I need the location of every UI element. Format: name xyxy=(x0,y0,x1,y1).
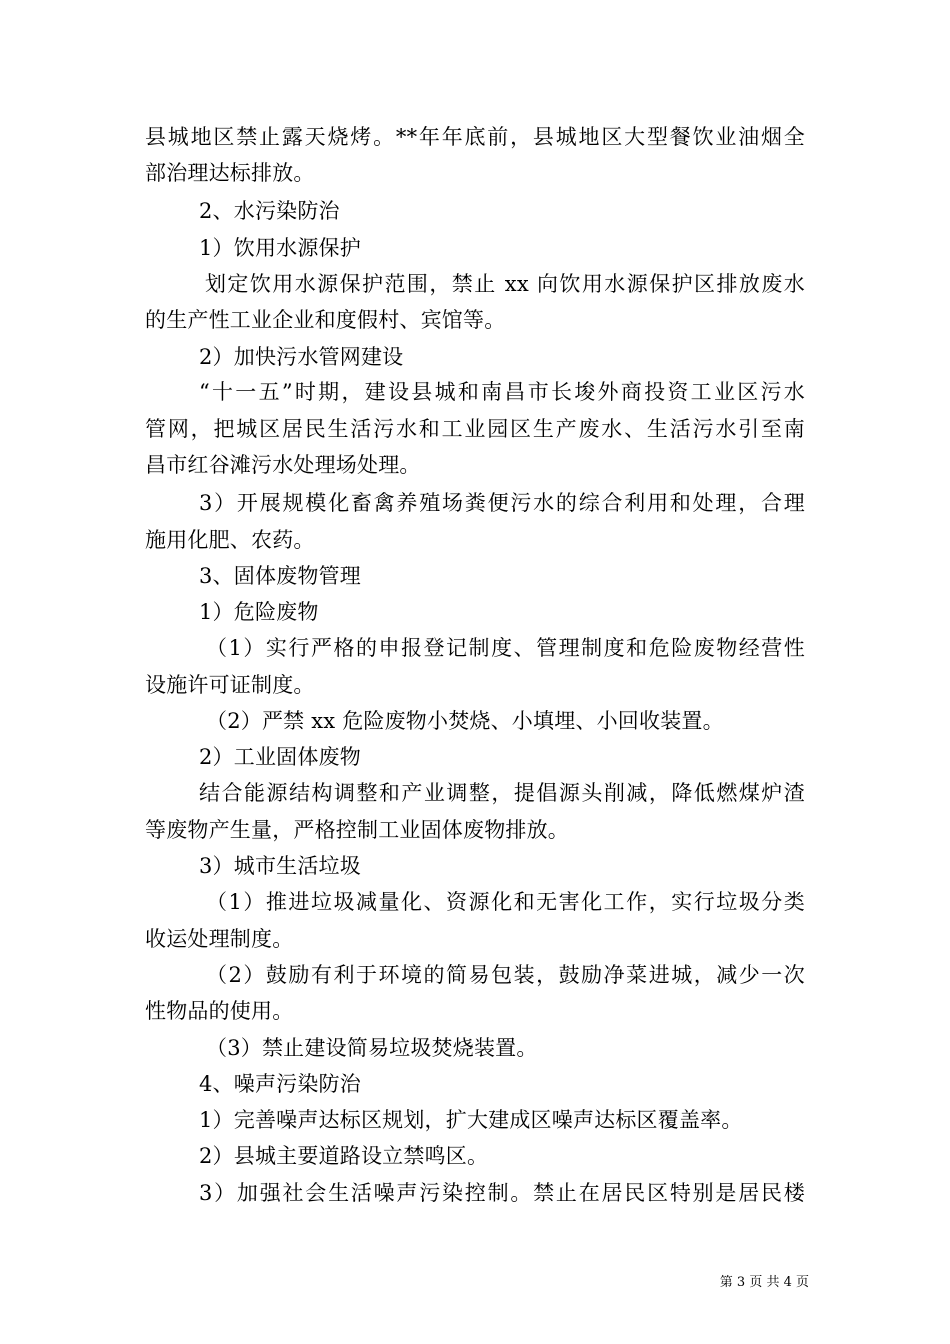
text-line: 性物品的使用。 xyxy=(145,999,294,1023)
text-line: “十一五”时期，建设县城和南昌市长埈外商投资工业区污水 xyxy=(199,380,805,404)
subsection-heading: 3）城市生活垃圾 xyxy=(199,854,361,878)
text-line: （2）严禁 xx 危险废物小焚烧、小填埋、小回收装置。 xyxy=(206,709,724,733)
subsection-heading: 1）危险废物 xyxy=(199,600,319,624)
text-line: 3）加强社会生活噪声污染控制。禁止在居民区特别是居民楼 xyxy=(199,1181,805,1205)
text-line: 施用化肥、农药。 xyxy=(145,528,315,552)
text-line: （1）实行严格的申报登记制度、管理制度和危险废物经营性 xyxy=(206,636,805,660)
text-line: 部治理达标排放。 xyxy=(145,161,315,185)
text-line: 划定饮用水源保护范围，禁止 xx 向饮用水源保护区排放废水 xyxy=(205,272,805,296)
text-line: 收运处理制度。 xyxy=(145,927,294,951)
subsection-heading: 1）饮用水源保护 xyxy=(199,236,361,260)
text-line: 等废物产生量，严格控制工业固体废物排放。 xyxy=(145,818,569,842)
text-line: 3）开展规模化畜禽养殖场粪便污水的综合利用和处理，合理 xyxy=(199,491,805,515)
text-line: 的生产性工业企业和度假村、宾馆等。 xyxy=(145,308,506,332)
text-line: 结合能源结构调整和产业调整，提倡源头削减，降低燃煤炉渣 xyxy=(199,781,805,805)
text-line: （2）鼓励有利于环境的简易包装，鼓励净菜进城，减少一次 xyxy=(206,963,805,987)
text-line: （3）禁止建设简易垃圾焚烧装置。 xyxy=(206,1036,538,1060)
text-line: 1）完善噪声达标区规划，扩大建成区噪声达标区覆盖率。 xyxy=(199,1108,743,1132)
text-line: 设施许可证制度。 xyxy=(145,673,315,697)
text-line: 管网，把城区居民生活污水和工业园区生产废水、生活污水引至南 xyxy=(145,417,805,441)
text-line: 昌市红谷滩污水处理场处理。 xyxy=(145,453,421,477)
page-number-footer: 第 3 页 共 4 页 xyxy=(719,1275,809,1290)
section-heading: 4、噪声污染防治 xyxy=(199,1072,361,1096)
section-heading: 2、水污染防治 xyxy=(199,199,340,223)
subsection-heading: 2）工业固体废物 xyxy=(199,745,361,769)
section-heading: 3、固体废物管理 xyxy=(199,564,361,588)
text-line: （1）推进垃圾减量化、资源化和无害化工作，实行垃圾分类 xyxy=(206,890,805,914)
text-line: 县城地区禁止露天烧烤。**年年底前，县城地区大型餐饮业油烟全 xyxy=(145,125,805,149)
text-line: 2）县城主要道路设立禁鸣区。 xyxy=(199,1144,489,1168)
subsection-heading: 2）加快污水管网建设 xyxy=(199,345,404,369)
